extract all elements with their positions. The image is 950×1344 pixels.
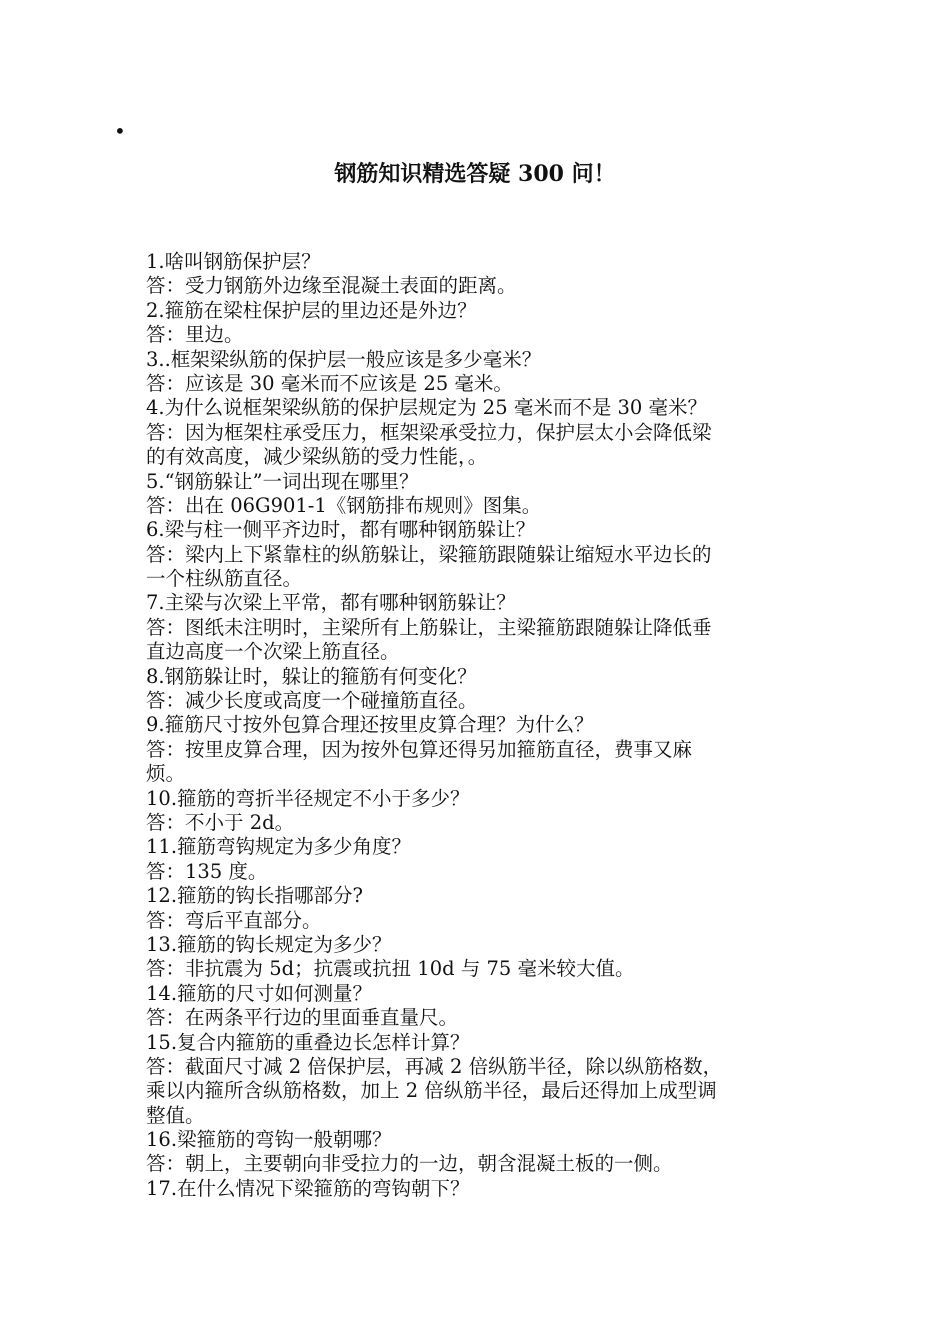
question-line: 17.在什么情况下梁箍筋的弯钩朝下？	[146, 1176, 470, 1200]
answer-line: 答：在两条平行边的里面垂直量尺。	[146, 1006, 459, 1030]
text-line: 整值。	[146, 1103, 205, 1127]
text-line: 的有效高度，减少梁纵筋的受力性能，。	[146, 445, 488, 469]
question-line: 4.为什么说框架梁纵筋的保护层规定为 25 毫米而不是 30 毫米？	[146, 396, 708, 420]
answer-line: 答：图纸未注明时，主梁所有上筋躲让，主梁箍筋跟随躲让降低垂	[146, 615, 712, 639]
answer-line: 答：朝上，主要朝向非受拉力的一边，朝含混凝土板的一侧。	[146, 1152, 673, 1176]
answer-line: 答：应该是 30 毫米而不应该是 25 毫米。	[146, 371, 513, 395]
question-line: 5.“钢筋躲让”一词出现在哪里？	[146, 469, 419, 493]
question-line: 1.啥叫钢筋保护层？	[146, 250, 321, 273]
answer-line: 答：出在 06G901-1《钢筋排布规则》图集。	[146, 493, 542, 517]
answer-line: 答：弯后平直部分。	[146, 908, 322, 932]
text-line: 烦。	[146, 762, 186, 786]
question-line: 12.箍筋的钩长指哪部分?	[146, 884, 363, 908]
answer-line: 答：里边。	[146, 323, 244, 347]
answer-line: 答：按里皮算合理，因为按外包算还得另加箍筋直径，费事又麻	[146, 737, 693, 761]
document-title: 钢筋知识精选答疑 300 问！	[334, 161, 616, 187]
answer-line: 答：梁内上下紧靠柱的纵筋躲让，梁箍筋跟随躲让缩短水平边长的	[146, 542, 712, 566]
question-line: 2.箍筋在梁柱保护层的里边还是外边？	[146, 298, 477, 322]
answer-line: 答：不小于 2d。	[146, 810, 295, 834]
question-line: 15.复合内箍筋的重叠边长怎样计算？	[146, 1030, 470, 1054]
question-line: 11.箍筋弯钩规定为多少角度？	[146, 835, 412, 859]
question-line: 7.主梁与次梁上平常，都有哪种钢筋躲让？	[146, 591, 516, 615]
question-line: 13.箍筋的钩长规定为多少？	[146, 932, 392, 956]
text-line: 直边高度一个次梁上筋直径。	[146, 640, 400, 664]
text-line: 一个柱纵筋直径。	[146, 567, 303, 591]
answer-line: 答：截面尺寸减 2 倍保护层，再减 2 倍纵筋半径，除以纵筋格数，	[146, 1054, 723, 1078]
bullet-marker: •	[114, 119, 126, 143]
answer-line: 答：因为框架柱承受压力，框架梁承受拉力，保护层太小会降低梁	[146, 420, 712, 444]
answer-line: 答：135 度。	[146, 859, 268, 883]
answer-line: 答：受力钢筋外边缘至混凝土表面的距离。	[146, 274, 517, 298]
question-line: 14.箍筋的尺寸如何测量？	[146, 981, 373, 1005]
answer-line: 答：非抗震为 5d；抗震或抗扭 10d 与 75 毫米较大值。	[146, 957, 635, 981]
question-line: 3..框架梁纵筋的保护层一般应该是多少毫米？	[146, 347, 542, 371]
question-line: 6.梁与柱一侧平齐边时，都有哪种钢筋躲让？	[146, 518, 536, 542]
question-line: 10.箍筋的弯折半径规定不小于多少？	[146, 786, 470, 810]
question-line: 16.梁箍筋的弯钩一般朝哪？	[146, 1128, 392, 1152]
qa-content	[146, 250, 806, 1201]
answer-line: 答：减少长度或高度一个碰撞筋直径。	[146, 689, 478, 713]
text-line: 乘以内箍所含纵筋格数，加上 2 倍纵筋半径，最后还得加上成型调	[146, 1079, 717, 1103]
question-line: 8.钢筋躲让时，躲让的箍筋有何变化？	[146, 664, 477, 688]
question-line: 9.箍筋尺寸按外包算合理还按里皮算合理？为什么？	[146, 713, 594, 737]
